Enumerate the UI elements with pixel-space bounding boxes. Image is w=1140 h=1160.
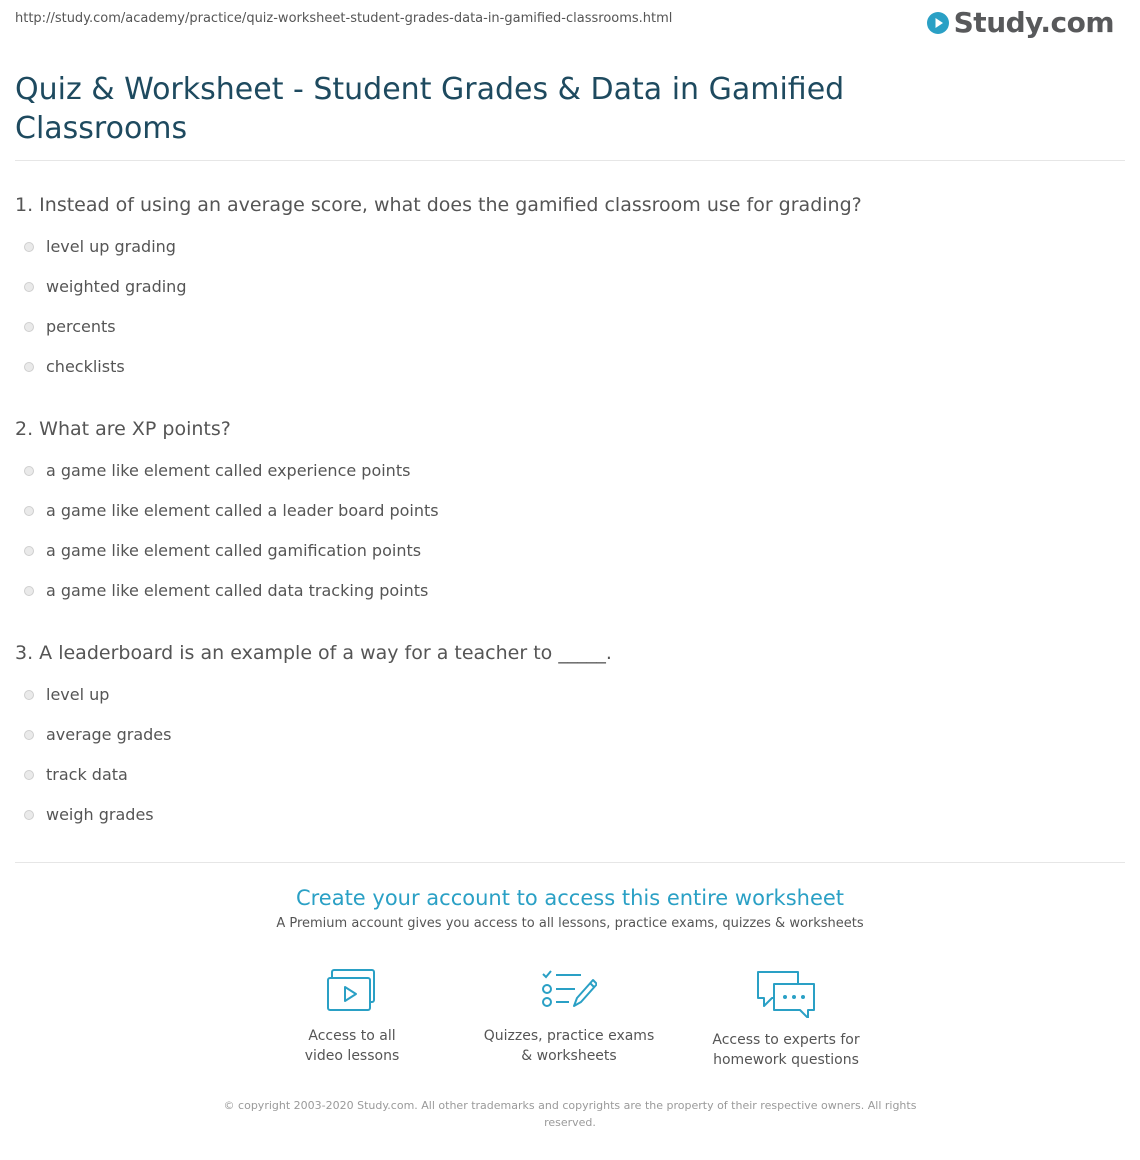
divider xyxy=(15,862,1125,863)
chat-bubbles-icon xyxy=(754,968,818,1018)
video-lessons-icon xyxy=(326,968,378,1014)
logo-text: Study.com xyxy=(953,6,1114,39)
answer-option[interactable] xyxy=(24,685,109,704)
copyright-line: reserved. xyxy=(544,1116,596,1129)
study-logo[interactable] xyxy=(926,6,1114,39)
radio-button[interactable] xyxy=(24,466,34,476)
answer-label: a game like element called experience points xyxy=(46,461,411,480)
radio-button[interactable] xyxy=(24,546,34,556)
answer-label: track data xyxy=(46,765,128,784)
premium-description: A Premium account gives you access to all lessons, practice exams, quizzes & worksheets xyxy=(276,916,864,931)
radio-button[interactable] xyxy=(24,322,34,332)
feature-label: homework questions xyxy=(713,1052,859,1068)
answer-label: level up xyxy=(46,685,110,704)
answer-label: level up grading xyxy=(46,237,176,256)
answer-label: a game like element called a leader board points xyxy=(46,501,439,520)
feature-label: Access to all xyxy=(308,1028,396,1044)
copyright-notice xyxy=(210,1097,930,1131)
radio-button[interactable] xyxy=(24,586,34,596)
answer-option[interactable] xyxy=(24,725,171,744)
answer-option[interactable] xyxy=(24,541,421,560)
feature-label: Quizzes, practice exams xyxy=(483,1028,655,1044)
answer-option[interactable] xyxy=(24,237,176,256)
feature-label: & worksheets xyxy=(521,1048,617,1064)
radio-button[interactable] xyxy=(24,810,34,820)
answer-option[interactable] xyxy=(24,461,410,480)
quiz-checklist-icon xyxy=(541,968,597,1014)
answer-option[interactable] xyxy=(24,581,428,600)
answer-label: weighted grading xyxy=(46,277,187,296)
answer-label: checklists xyxy=(46,357,125,376)
radio-button[interactable] xyxy=(24,362,34,372)
answer-option[interactable] xyxy=(24,765,128,784)
play-circle-icon xyxy=(926,11,950,35)
page-title: Quiz & Worksheet - Student Grades & Data in Gamified Classrooms xyxy=(15,72,845,146)
feature-quizzes xyxy=(469,968,669,1066)
feature-experts xyxy=(686,968,886,1070)
answer-option[interactable] xyxy=(24,277,186,296)
copyright-line: © copyright 2003-2020 Study.com. All other trademarks and copyrights are the property of their respective owners. All rights xyxy=(223,1099,917,1112)
radio-button[interactable] xyxy=(24,690,34,700)
answer-option[interactable] xyxy=(24,501,439,520)
radio-button[interactable] xyxy=(24,730,34,740)
radio-button[interactable] xyxy=(24,770,34,780)
divider xyxy=(15,160,1125,161)
radio-button[interactable] xyxy=(24,242,34,252)
answer-option[interactable] xyxy=(24,805,154,824)
question-3: 3. A leaderboard is an example of a way for a teacher to _____. xyxy=(15,642,612,664)
answer-label: average grades xyxy=(46,725,172,744)
answer-option[interactable] xyxy=(24,317,116,336)
answer-label: a game like element called data tracking points xyxy=(46,581,429,600)
radio-button[interactable] xyxy=(24,506,34,516)
create-account-link[interactable]: Create your account to access this entire worksheet xyxy=(295,886,845,910)
radio-button[interactable] xyxy=(24,282,34,292)
question-1: 1. Instead of using an average score, what does the gamified classroom use for grading? xyxy=(15,194,862,216)
feature-label: Access to experts for xyxy=(712,1032,860,1048)
page-url[interactable]: http://study.com/academy/practice/quiz-worksheet-student-grades-data-in-gamified-classrooms.html xyxy=(15,11,673,26)
answer-label: a game like element called gamification points xyxy=(46,541,422,560)
question-2: 2. What are XP points? xyxy=(15,418,231,440)
feature-video-lessons xyxy=(252,968,452,1066)
answer-label: percents xyxy=(46,317,116,336)
answer-option[interactable] xyxy=(24,357,125,376)
answer-label: weigh grades xyxy=(46,805,154,824)
feature-label: video lessons xyxy=(304,1048,400,1064)
